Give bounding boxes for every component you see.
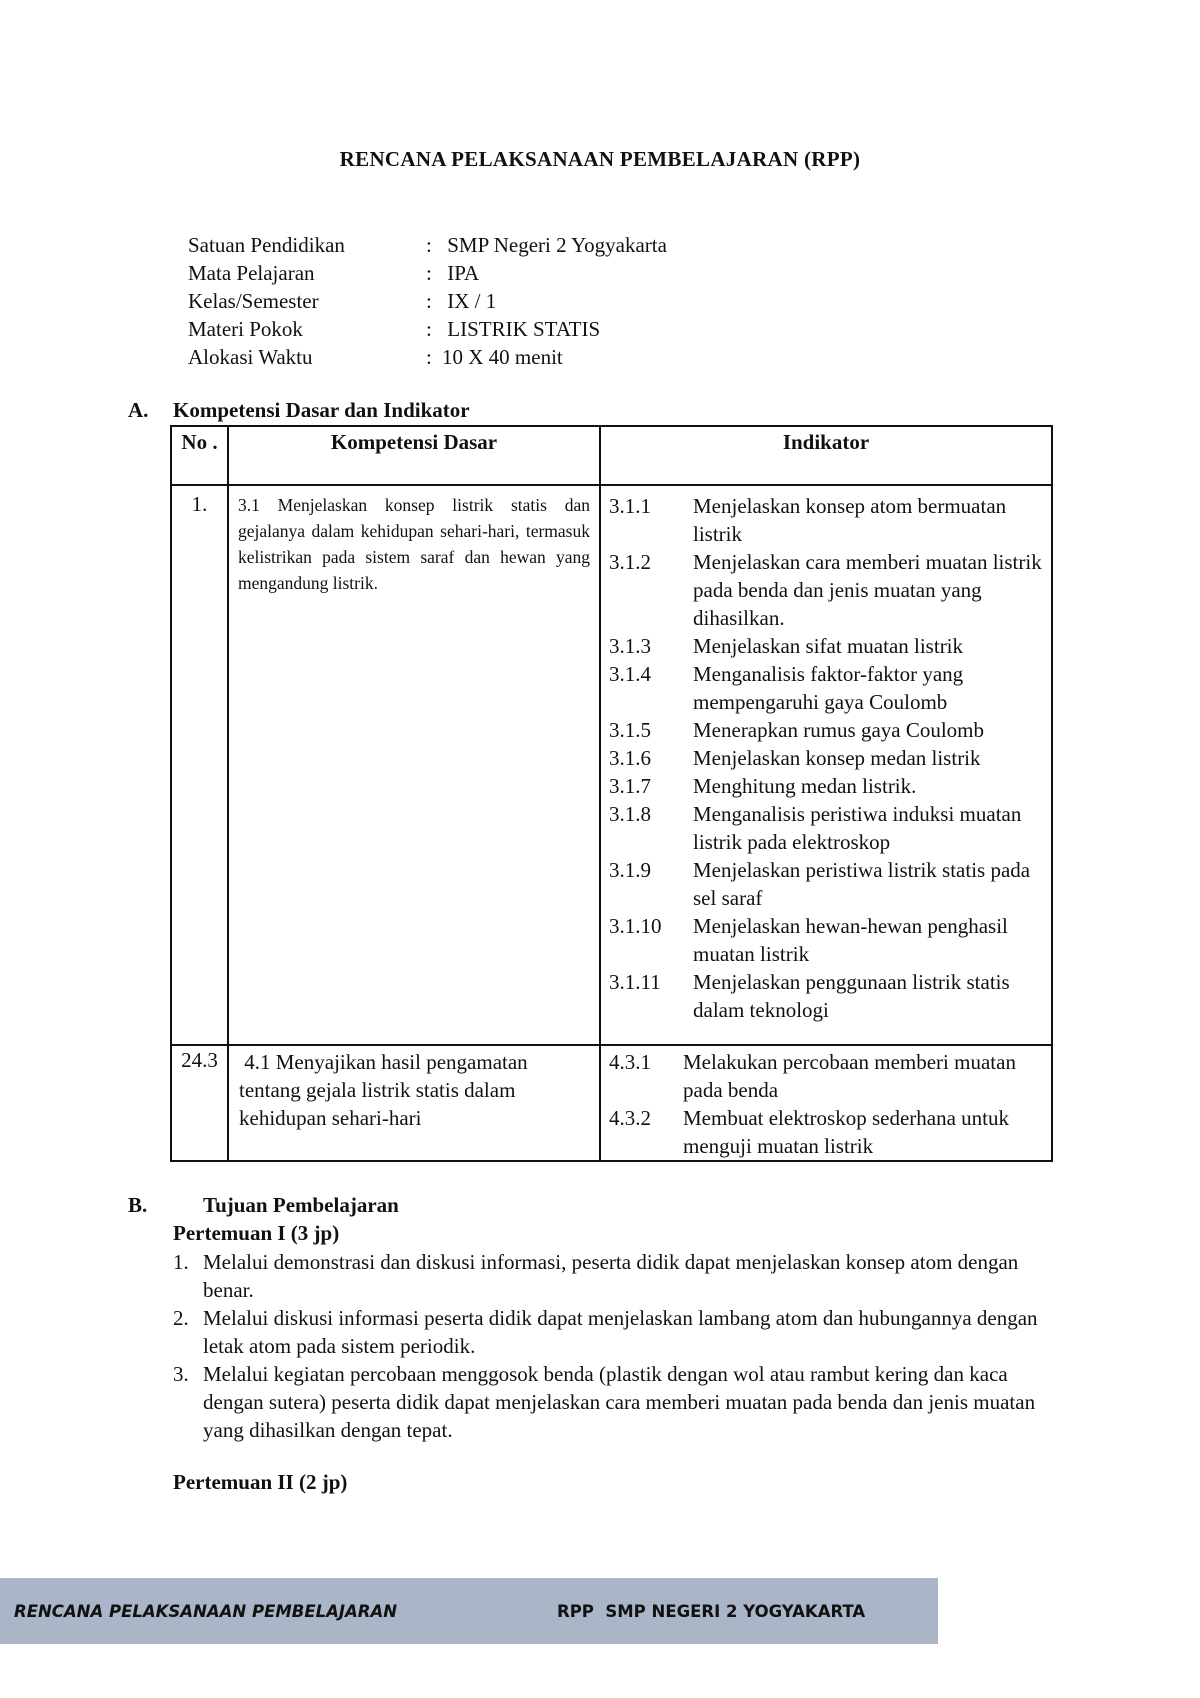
kd-text: 3.1 Menjelaskan konsep listrik statis dan gejalanya dalam kehidupan sehari-hari, termasuk kelistrikan pada sistem saraf dan hewan yang mengandung listrik.	[238, 495, 590, 593]
header-no: No .	[171, 426, 228, 485]
identity-block	[188, 231, 667, 371]
identity-colon: :	[426, 317, 432, 341]
indicator-text: Membuat elektroskop sederhana untuk menguji muatan listrik	[683, 1106, 1009, 1158]
indicator-text: Menjelaskan sifat muatan listrik	[693, 634, 964, 658]
page-title: RENCANA PELAKSANAAN PEMBELAJARAN (RPP)	[339, 147, 861, 171]
competency-table	[170, 425, 1053, 1162]
kd-text: 4.1 Menyajikan hasil pengamatan tentang gejala listrik statis dalam kehidupan sehari-hari	[239, 1050, 533, 1130]
section-b-heading	[128, 1193, 1043, 1218]
indicator-number: 3.1.7	[609, 774, 651, 798]
identity-label: Kelas/Semester	[188, 289, 319, 313]
section-b	[128, 1193, 1043, 1444]
section-title: Tujuan Pembelajaran	[203, 1193, 399, 1217]
indicator-item	[609, 716, 1047, 744]
section-a-heading	[128, 398, 470, 423]
indicator-number: 3.1.1	[609, 494, 651, 518]
identity-value: IX / 1	[442, 289, 497, 313]
indicator-text: Menjelaskan hewan-hewan penghasil muatan listrik	[693, 914, 1008, 966]
goal-text: Melalui diskusi informasi peserta didik dapat menjelaskan lambang atom dan hubungannya dengan letak atom pada sistem periodik.	[203, 1306, 1038, 1358]
footer-right-text: RPP SMP NEGERI 2 YOGYAKARTA	[557, 1602, 866, 1621]
indicator-item	[609, 660, 1047, 716]
identity-label: Mata Pelajaran	[188, 261, 315, 285]
footer-left-text: RENCANA PELAKSANAAN PEMBELAJARAN	[14, 1602, 398, 1621]
indicator-number: 3.1.9	[609, 858, 651, 882]
table-row	[171, 485, 1052, 1045]
indicator-list	[601, 486, 1051, 1036]
indicator-number: 3.1.2	[609, 550, 651, 574]
section-title: Kompetensi Dasar dan Indikator	[173, 398, 470, 422]
indicator-text: Menjelaskan penggunaan listrik statis dalam teknologi	[693, 970, 1010, 1022]
indicator-item	[609, 632, 1047, 660]
indicator-text: Menganalisis faktor-faktor yang mempengaruhi gaya Coulomb	[693, 662, 964, 714]
list-item	[173, 1304, 1043, 1360]
indicator-cell	[600, 485, 1052, 1045]
indicator-item	[609, 856, 1047, 912]
indicator-number: 3.1.3	[609, 634, 651, 658]
indicator-cell	[600, 1045, 1052, 1161]
identity-label: Materi Pokok	[188, 317, 303, 341]
goal-number: 3.	[173, 1362, 189, 1386]
indicator-number: 4.3.2	[609, 1106, 651, 1130]
indicator-number: 3.1.4	[609, 662, 651, 686]
meeting-1-title: Pertemuan I (3 jp)	[173, 1221, 340, 1245]
goal-list	[173, 1248, 1043, 1444]
identity-row-topic	[188, 315, 667, 343]
list-item	[173, 1360, 1043, 1444]
section-letter: B.	[128, 1193, 148, 1217]
goal-text: Melalui demonstrasi dan diskusi informasi, peserta didik dapat menjelaskan konsep atom dengan benar.	[203, 1250, 1019, 1302]
identity-row-subject	[188, 259, 667, 287]
goal-number: 2.	[173, 1306, 189, 1330]
indicator-number: 3.1.8	[609, 802, 651, 826]
indicator-number: 3.1.11	[609, 970, 661, 994]
section-letter: A.	[128, 398, 149, 422]
indicator-item	[609, 744, 1047, 772]
kd-cell	[228, 1045, 600, 1161]
identity-row-time	[188, 343, 667, 371]
indicator-item	[609, 1048, 1047, 1104]
indicator-text: Menghitung medan listrik.	[693, 774, 917, 798]
list-item	[173, 1248, 1043, 1304]
meeting-2-title: Pertemuan II (2 jp)	[173, 1470, 348, 1494]
identity-colon: :	[426, 261, 432, 285]
indicator-text: Menjelaskan konsep atom bermuatan listrik	[693, 494, 1007, 546]
indicator-text: Menjelaskan konsep medan listrik	[693, 746, 981, 770]
identity-label: Alokasi Waktu	[188, 345, 313, 369]
identity-label: Satuan Pendidikan	[188, 233, 345, 257]
identity-value: 10 X 40 menit	[442, 345, 563, 369]
indicator-item	[609, 1104, 1047, 1160]
identity-colon: :	[426, 289, 432, 313]
table-header-row	[171, 426, 1052, 485]
identity-colon: :	[426, 345, 432, 369]
page-footer	[0, 1578, 938, 1644]
indicator-text: Menganalisis peristiwa induksi muatan listrik pada elektroskop	[693, 802, 1022, 854]
indicator-item	[609, 772, 1047, 800]
identity-value: SMP Negeri 2 Yogyakarta	[442, 233, 667, 257]
indicator-list	[601, 1046, 1051, 1160]
identity-value: IPA	[442, 261, 480, 285]
row-number: 1.	[171, 485, 228, 1045]
header-kd: Kompetensi Dasar	[228, 426, 600, 485]
row-number: 24.3	[171, 1045, 228, 1161]
indicator-text: Menjelaskan cara memberi muatan listrik pada benda dan jenis muatan yang dihasilkan.	[693, 550, 1042, 630]
indicator-text: Menjelaskan peristiwa listrik statis pada sel saraf	[693, 858, 1031, 910]
indicator-number: 3.1.6	[609, 746, 651, 770]
identity-colon: :	[426, 233, 432, 257]
goal-text: Melalui kegiatan percobaan menggosok benda (plastik dengan wol atau rambut kering dan kaca dengan sutera) peserta didik dapat menjelaskan cara memberi muatan pada benda dan jenis muatan yang dihasilkan dengan tepat.	[203, 1362, 1036, 1442]
identity-row-school	[188, 231, 667, 259]
identity-value: LISTRIK STATIS	[442, 317, 601, 341]
table-row	[171, 1045, 1052, 1161]
indicator-item	[609, 968, 1047, 1024]
indicator-number: 4.3.1	[609, 1050, 651, 1074]
indicator-item	[609, 912, 1047, 968]
indicator-number: 3.1.5	[609, 718, 651, 742]
indicator-text: Melakukan percobaan memberi muatan pada benda	[683, 1050, 1016, 1102]
goal-number: 1.	[173, 1250, 189, 1274]
indicator-item	[609, 800, 1047, 856]
header-indikator: Indikator	[600, 426, 1052, 485]
identity-row-class	[188, 287, 667, 315]
indicator-item	[609, 492, 1047, 548]
indicator-item	[609, 548, 1047, 632]
indicator-text: Menerapkan rumus gaya Coulomb	[693, 718, 985, 742]
indicator-number: 3.1.10	[609, 914, 662, 938]
kd-cell	[228, 485, 600, 1045]
